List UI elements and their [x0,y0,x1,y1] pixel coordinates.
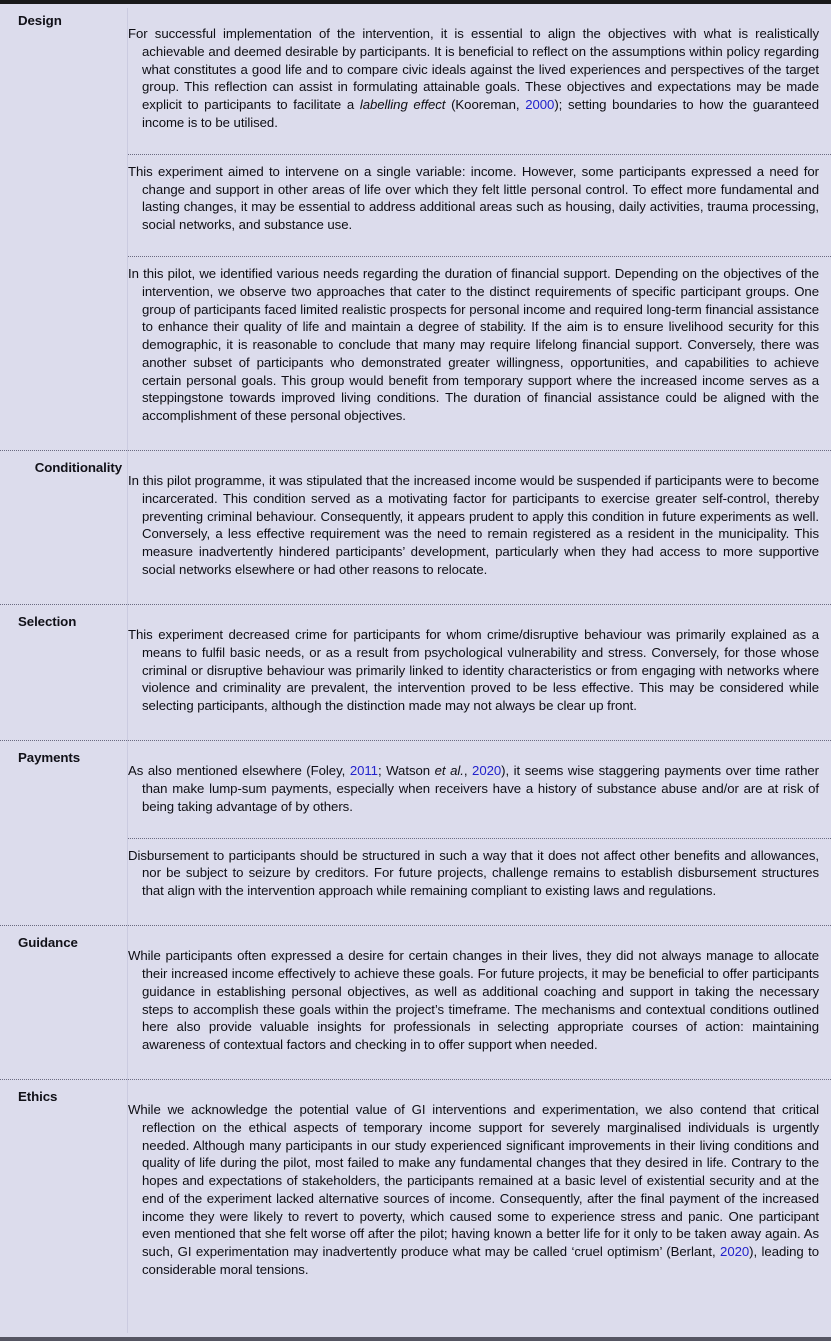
body-text: ); setting boundaries to how the guaranteed income is to be utilised. [142,97,819,130]
row-label: Guidance [18,935,78,951]
table-row [0,1079,831,1304]
body-text: ), leading to considerable moral tensions. [142,1244,820,1277]
row-label: Conditionality [34,460,122,475]
table-row [0,604,831,740]
table-row [0,450,831,604]
row-content [128,926,831,1079]
paragraph [128,17,831,141]
row-content [128,451,831,604]
body-text: While we acknowledge the potential value of GI interventions and experimentation, we also contend that critical reflection on the ethical aspects of temporary income support for severely marginalised individuals is urgently needed. Although many participants in our study experienced significant improvements in their living conditions and quality of life during the pilot, most failed to make any fundamental changes that they desired in life. Contrary to the hopes and expectations of stakeholders, the participants remained at a basic level of existential security and at the end of the experiment lacked alternative sources of income. Consequently, after the final payment of the increased income they were likely to revert to poverty, which caused some to experience stress and panic. One participant even mentioned that she felt worse off after the pilot; having known a better life for it only to be taken away again. As such, GI experimentation may inadvertently produce what may be called ‘cruel optimism’ (Berlant, [128,1102,819,1260]
row-label: Selection [18,613,77,629]
row-content [128,605,831,740]
body-text: In this pilot, we identified various needs regarding the duration of financial support. Depending on the objectives of the intervention, we observe two approaches that cater to the distinct requirements of specific participant groups. One group of participants faced limited realistic prospects for personal income and required long-term financial assistance to enhance their quality of life and maintain a degree of stability. If the aim is to ensure livelihood security for this demographic, it is reasonable to conclude that many may require lifelong financial support. Conversely, there was another subset of participants who demonstrated greater willingness, opportunities, and capabilities to achieve certain personal goals. This group would benefit from temporary support where the increased income serves as a steppingstone towards improved living conditions. The duration of financial assistance could be aligned with the accomplishment of these personal objectives. [128,266,819,424]
row-content [128,741,831,925]
table-body [0,4,831,1304]
body-text: ), it seems wise staggering payments over time rather than make lump-sum payments, especially when receivers have a history of substance abuse and/or are at risk of being taking advantage of by others. [142,763,819,814]
citation-link[interactable]: 2020 [472,763,502,779]
paragraph [128,154,831,243]
table-row [0,740,831,925]
paragraph [128,256,831,437]
table-row [0,925,831,1079]
body-text: Disbursement to participants should be structured in such a way that it does not affect other benefits and allowances, nor be subject to seizure by creditors. For future projects, challenge remains to establish disbursement structures that align with the intervention approach while remaining compliant to existing laws and regulations. [128,847,819,899]
body-text: ; Watson [377,763,435,779]
body-text: As also mentioned elsewhere (Foley, [128,763,350,779]
row-label: Payments [18,750,81,765]
citation-link[interactable]: 2000 [525,97,555,113]
paragraph [128,838,831,912]
body-text: For successful implementation of the intervention, it is essential to align the objectives with what is realistically achievable and deemed desirable by participants. It is beneficial to reflect on the assumptions within policy regarding what constitutes a good life and to compare civic ideals against the lived experiences and perspectives of the target group. This reflection can assist in formulating attainable goals. These objectives and expectations may be made explicit to participants to facilitate a [128,26,819,113]
citation-link[interactable]: 2020 [720,1244,750,1260]
paragraph [128,754,831,824]
citation-link[interactable]: 2011 [349,763,378,779]
row-content [128,1080,831,1304]
body-text: , [463,763,473,779]
emphasis-text: labelling effect [359,97,446,113]
row-label: Ethics [18,1088,58,1104]
paragraph [128,939,831,1066]
body-text: (Kooreman, [445,97,526,113]
body-text: This experiment aimed to intervene on a single variable: income. However, some participants expressed a need for change and support in other areas of life over which they felt little personal control. To effect more fundamental and lasting changes, it may be essential to address additional areas such as housing, daily activities, trauma processing, social networks, and substance use. [128,163,819,233]
body-text: In this pilot programme, it was stipulated that the increased income would be suspended if participants were to become incarcerated. This condition served as a motivating factor for participants to exercise greater self-control, thereby preventing criminal behaviour. Consequently, it appears prudent to apply this condition in future experiments as well. Conversely, a less effective requirement was the need to remain registered as a resident in the municipality. This measure inadvertently hindered participants’ development, particularly when they had access to more supportive social networks elsewhere or had other reasons to relocate. [128,473,819,577]
row-content [128,4,831,450]
body-text: While participants often expressed a desire for certain changes in their lives, they did not always manage to allocate their increased income effectively to achieve these goals. For future projects, it may be beneficial to offer participants guidance in establishing personal objectives, as well as additional coaching and support in taking the necessary steps to accomplish these goals within the project’s timeframe. The mechanisms and contextual conditions outlined here also provide valuable insights for professionals in selecting appropriate courses of action: maintaining awareness of contextual factors and checking in to offer support when needed. [128,948,819,1052]
emphasis-text: et al. [434,763,464,779]
paragraph [128,1093,831,1291]
table-row [0,4,831,450]
body-text: This experiment decreased crime for participants for whom crime/disruptive behaviour was primarily explained as a means to fulfil basic needs, or as a result from psychological vulnerability and stress. Conversely, for those whose criminal or disruptive behaviour was primarily linked to identity characteristics or from engaging with networks where violence and criminality are prevalent, the intervention proved to be less effective. This may be considered while selecting participants, although the distinction made may not always be clear up front. [128,627,819,714]
paragraph [128,464,831,591]
row-label: Design [18,13,62,28]
paragraph [128,618,831,727]
